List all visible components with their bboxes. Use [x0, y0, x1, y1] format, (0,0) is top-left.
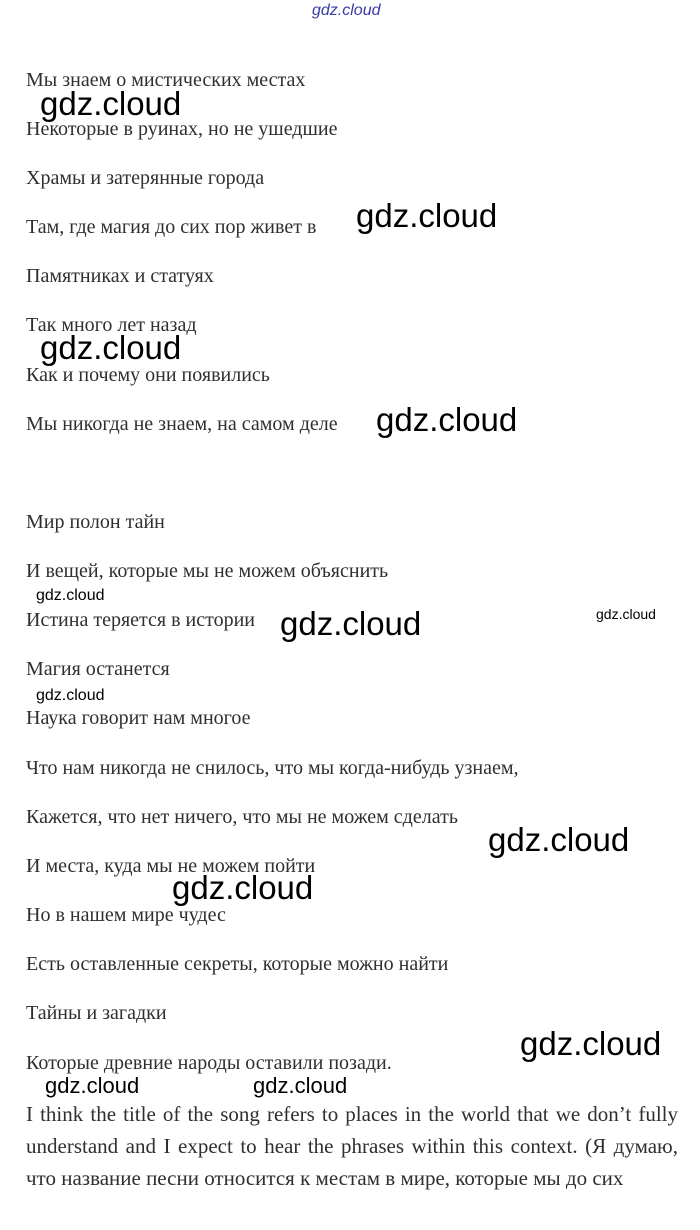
- poem-line: Мы знаем о мистических местах: [26, 69, 306, 91]
- watermark: gdz.cloud: [356, 197, 498, 234]
- poem-line: Памятниках и статуях: [26, 265, 214, 287]
- watermark: gdz.cloud: [36, 687, 105, 704]
- poem-line: Которые древние народы оставили позади.: [26, 1052, 392, 1074]
- watermark: gdz.cloud: [280, 605, 422, 642]
- poem-line: И места, куда мы не можем пойти: [26, 855, 316, 877]
- watermark: gdz.cloud: [40, 329, 182, 366]
- poem-line: Кажется, что нет ничего, что мы не можем сделать: [26, 806, 458, 828]
- watermark: gdz.cloud: [45, 1073, 140, 1098]
- commentary-paragraph: I think the title of the song refers to places in the world that we don’t fully understand and I expect to hear the phrases within this context. (Я думаю, что название песни относится к местам в мире, которые мы до сих: [26, 1102, 678, 1190]
- poem-line: Мир полон тайн: [26, 511, 165, 533]
- poem-line: Мы никогда не знаем, на самом деле: [26, 413, 338, 435]
- poem-line: Есть оставленные секреты, которые можно найти: [26, 953, 449, 975]
- watermark: gdz.cloud: [596, 606, 656, 622]
- watermark: gdz.cloud: [520, 1025, 662, 1062]
- poem-line: Что нам никогда не снилось, что мы когда-нибудь узнаем,: [26, 757, 519, 779]
- poem-line: Магия останется: [26, 658, 170, 680]
- watermark: gdz.cloud: [253, 1073, 348, 1098]
- poem-line: Так много лет назад: [26, 314, 197, 336]
- watermark: gdz.cloud: [376, 401, 518, 438]
- poem-line: Истина теряется в истории: [26, 609, 256, 631]
- poem-line: Храмы и затерянные города: [26, 167, 265, 189]
- watermark: gdz.cloud: [36, 587, 105, 604]
- watermark-top: gdz.cloud: [312, 2, 381, 19]
- poem-line: Там, где магия до сих пор живет в: [26, 216, 317, 238]
- watermark: gdz.cloud: [40, 85, 182, 122]
- poem-line: Но в нашем мире чудес: [26, 904, 226, 926]
- poem-line: Некоторые в руинах, но не ушедшие: [26, 118, 338, 140]
- poem-line: И вещей, которые мы не можем объяснить: [26, 560, 389, 582]
- watermark: gdz.cloud: [172, 869, 314, 906]
- poem-line: Тайны и загадки: [26, 1002, 167, 1024]
- poem-line: Как и почему они появились: [26, 364, 270, 386]
- poem-line: Наука говорит нам многое: [26, 707, 251, 729]
- watermark: gdz.cloud: [488, 821, 630, 858]
